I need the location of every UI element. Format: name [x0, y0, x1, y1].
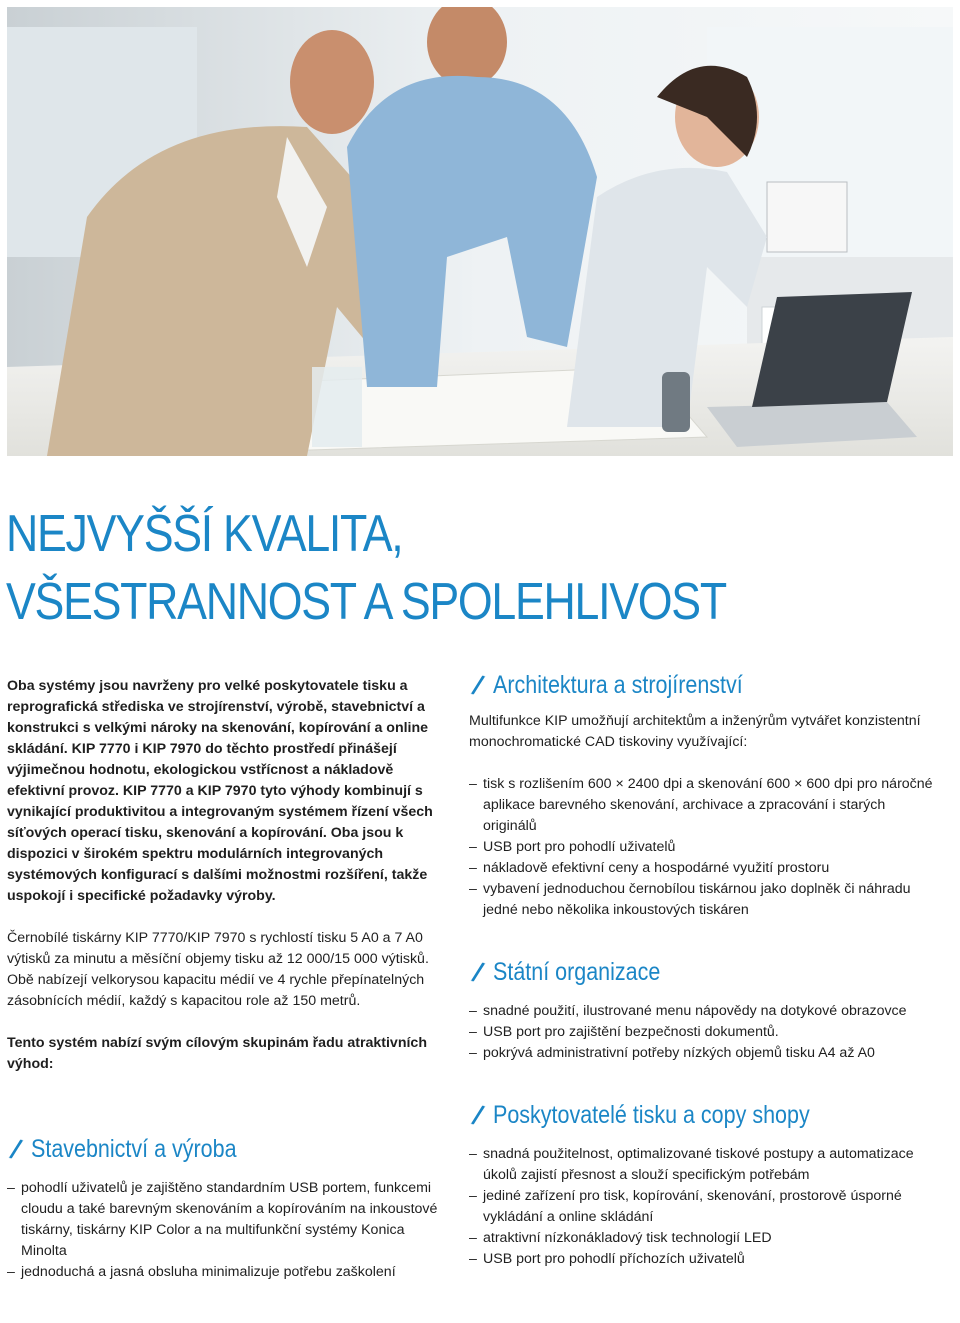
section-title-providers — [469, 1098, 939, 1132]
list-item: – USB port pro pohodlí uživatelů — [469, 837, 939, 858]
pen-stroke-icon — [469, 961, 487, 983]
list-item: – jediné zařízení pro tisk, kopírování, skenování, prostorově úsporné vykládání a online skládání — [469, 1186, 939, 1228]
pen-stroke-icon — [469, 1104, 487, 1126]
section-title-text: Architektura a strojírenství — [493, 671, 743, 699]
list-item: – snadná použitelnost, optimalizované tiskové postupy a automatizace úkolů zajistí přesnost a slouží specifickým potřebám — [469, 1144, 939, 1186]
section-title-text: Státní organizace — [493, 958, 661, 986]
pen-stroke-icon — [469, 674, 487, 696]
hero-photo — [7, 7, 953, 456]
left-column — [7, 676, 447, 1283]
headline-line-1: NEJVYŠŠÍ KVALITA, — [6, 505, 403, 563]
list-item: – jednoduchá a jasná obsluha minimalizuje potřebu zaškolení — [7, 1262, 447, 1283]
list-item: – atraktivní nízkonákladový tisk technologií LED — [469, 1228, 939, 1249]
providers-list — [469, 1144, 939, 1270]
section-title-government — [469, 955, 939, 989]
page-headline — [6, 500, 814, 636]
construction-list — [7, 1178, 447, 1283]
section-title-text: Stavebnictví a výroba — [31, 1135, 237, 1163]
list-item: – nákladově efektivní ceny a hospodárné využití prostoru — [469, 858, 939, 879]
intro-paragraph: Oba systémy jsou navrženy pro velké poskytovatele tisku a reprografická střediska ve strojírenství, výrobě, stavebnictví a konstrukci s velkými nároky na skenování, kopírování a online skládání. KIP 7770 i KIP 7970 do těchto prostředí přinášejí výjimečnou hodnotu, ekologickou vstřícnost a nákladově efektivní provoz. KIP 7770 a KIP 7970 tyto výhody kombinují s vynikající produktivitou a integrovaným systémem řízení všech síťových operací tisku, skenování a kopírování. Oba jsou k dispozici v širokém spektru modulárních integrovaných systémových konfigurací s dalšími možnostmi rozšíření, takže uspokojí i specifické požadavky výroby. — [7, 678, 433, 904]
list-item: – USB port pro pohodlí příchozích uživatelů — [469, 1249, 939, 1270]
right-column — [469, 668, 939, 1270]
section-title-architecture — [469, 668, 939, 702]
section-title-construction — [7, 1132, 447, 1166]
pen-stroke-icon — [7, 1138, 25, 1160]
government-list — [469, 1001, 939, 1064]
architecture-list — [469, 774, 939, 921]
list-item: – USB port pro zajištění bezpečnosti dokumentů. — [469, 1022, 939, 1043]
headline-line-2: VŠESTRANNOST A SPOLEHLIVOST — [6, 573, 726, 631]
list-item: – tisk s rozlišením 600 × 2400 dpi a skenování 600 × 600 dpi pro náročné aplikace barevného skenování, archivace a zpracování i starých originálů — [469, 774, 939, 837]
list-item: – vybavení jednoduchou černobílou tiskárnou jako doplněk či náhradu jedné nebo několika inkoustových tiskáren — [469, 879, 939, 921]
list-item: – snadné použití, ilustrované menu nápovědy na dotykové obrazovce — [469, 1001, 939, 1022]
list-item: – pohodlí uživatelů je zajištěno standardním USB portem, funkcemi cloudu a také barevným skenováním a kopírováním na inkoustové tiskárny, tiskárny KIP Color a na multifunkční systémy Konica Minolta — [7, 1178, 447, 1262]
list-item: – pokrývá administrativní potřeby nízkých objemů tisku A4 až A0 — [469, 1043, 939, 1064]
office-team-photo — [7, 7, 953, 456]
section-title-text: Poskytovatelé tisku a copy shopy — [493, 1101, 810, 1129]
architecture-intro: Multifunkce KIP umožňují architektům a inženýrům vytvářet konzistentní monochromatické CAD tiskoviny využívající: — [469, 713, 921, 750]
body-paragraph: Černobílé tiskárny KIP 7770/KIP 7970 s rychlostí tisku 5 A0 a 7 A0 výtisků za minutu a měsíční objemy tisku až 12 000/15 000 výtisků. Obě nabízejí velkorysou kapacitu médií ve 4 rychle přepínatelných zásobnících médií, každý s kapacitou role až 150 metrů. — [7, 930, 429, 1009]
lead-paragraph: Tento systém nabízí svým cílovým skupinám řadu atraktivních výhod: — [7, 1035, 427, 1072]
